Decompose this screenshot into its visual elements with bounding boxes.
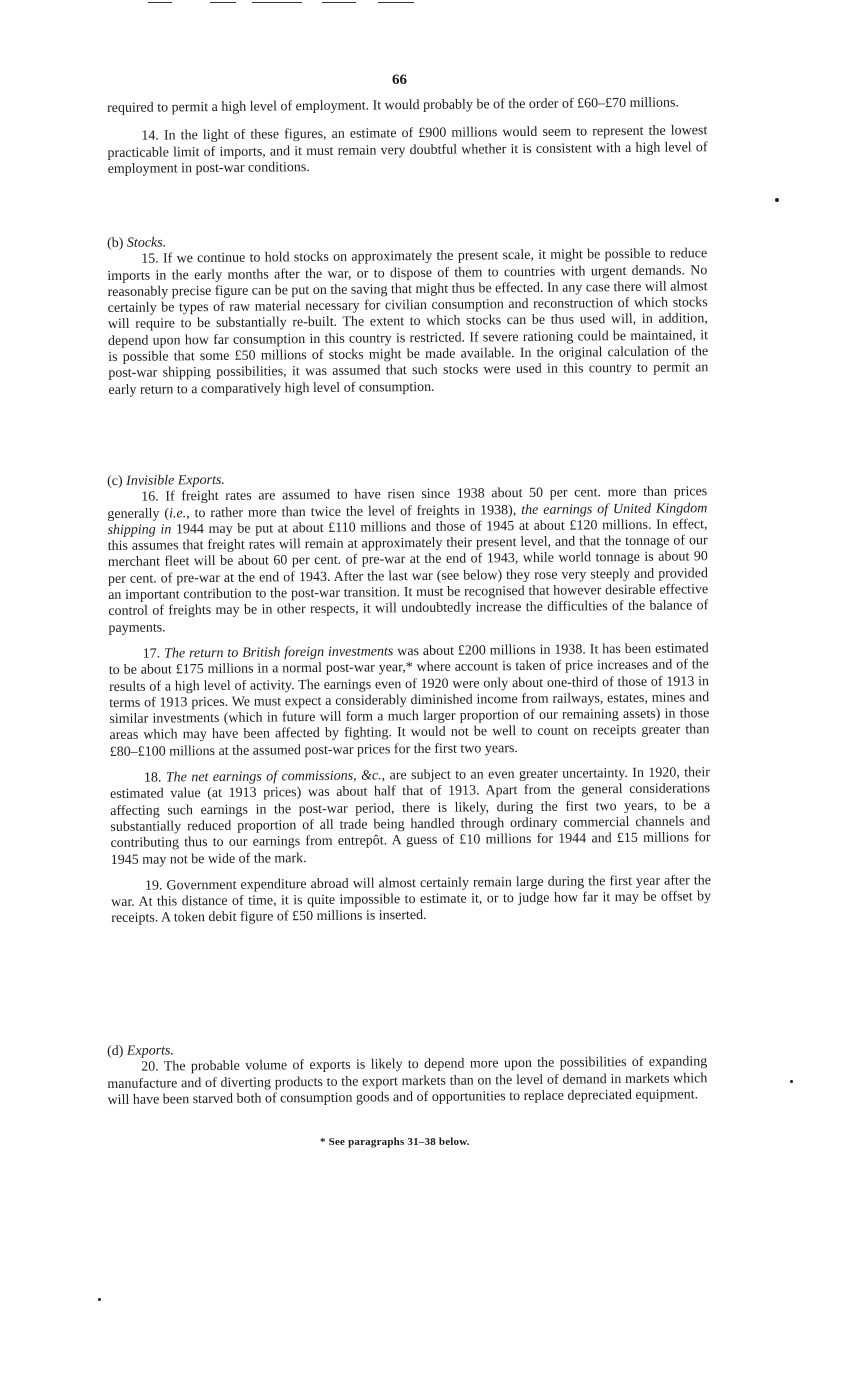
- page-number: 66: [392, 72, 407, 88]
- paragraph-17: [109, 641, 710, 761]
- text-block-exports: [107, 1038, 708, 1109]
- section-marker: (b): [107, 235, 124, 251]
- paragraph-18: [110, 765, 711, 869]
- scan-speck: [775, 198, 779, 202]
- section-title: Exports.: [126, 1043, 175, 1059]
- paragraph-15: 15. If we continue to hold stocks on approximately the present scale, it might be possible to reduce imports in the early months after the war, or to dispose of them to countries with urgent demands. No reasonably precise figure can be put on the saving that might thus be effected. In any case there will almost certainly be types of raw material necessary for civilian consumption and reconstruction of which stocks will require to be substantially re-built. The extent to which stocks can be thus used will, in addition, depend upon how far consumption in this country is restricted. If severe rationing could be maintained, it is possible that some £50 millions of stocks might be made available. In the original calculation of the post-war shipping possibilities, it was assumed that such stocks were used in this country to permit an early return to a comparatively high level of consumption.: [107, 246, 709, 398]
- paragraph-17-number: 17.: [142, 646, 165, 662]
- paragraph-18-number: 18.: [143, 770, 166, 786]
- paragraph-16-part-c: 1944 may be put at about £110 millions and those of 1945 at about £120 millions. In effect, this assumes that freight rates will remain at approximately their present level, and that the tonnage of our merchant fleet will be about 60 per cent. of pre-war at the end of 1943, while world tonnage is about 90 per cent. of pre-war at the end of 1943. After the last war (see below) they rose very steeply and provided an important contribution to the post-war transition. It must be recognised that however desirable effective control of freights may be in other respects, it will undoubtedly increase the difficulties of the balance of payments.: [107, 517, 709, 636]
- paragraph-16-ie: i.e.: [168, 505, 187, 521]
- paragraph-18-italic: The net earnings of commissions, &c.,: [165, 768, 386, 786]
- paragraph-16-part-a: 16. If freight rates are assumed to have risen since 1938 about 50 per cent. more than prices generally (: [107, 484, 708, 522]
- paragraph-16-part-b: , to rather more than twice the level of freights in 1938),: [186, 502, 522, 521]
- paragraph-18-text: are subject to an even greater uncertainty. In 1920, their estimated value (at 1913 prices) was about half that of 1913. Apart from the general considerations affecting such earnings in the post-war period, there is likely, during the first two years, to be a substantially reduced proportion of all trade being handled through ordinary commercial channels and contributing thus to our earnings from entrepôt. A guess of £10 millions for 1944 and £15 millions for 1945 may not be wide of the mark.: [110, 765, 711, 868]
- text-block-intro: [107, 95, 708, 178]
- paragraph-17-italic: The return to British foreign investments: [164, 644, 394, 662]
- section-title: Invisible Exports.: [126, 472, 225, 489]
- section-marker: (d): [107, 1043, 124, 1059]
- paragraph-16: [107, 485, 708, 637]
- continuation-paragraph: required to permit a high level of employment. It would probably be of the order of £60–£70 millions.: [107, 95, 680, 116]
- paragraph-16-italic: the earnings of United Kingdom shipping in: [107, 500, 708, 538]
- scan-speck: [790, 1080, 793, 1083]
- scan-artifact-line: [210, 2, 236, 3]
- text-block-invisible-exports: [107, 468, 711, 927]
- scan-speck: [98, 1298, 101, 1301]
- text-block-stocks: [107, 230, 709, 399]
- paragraph-17-text: was about £200 millions in 1938. It has been estimated to be about £175 millions in a normal post-war year,* where account is taken of price increases and of the results of a high level of activity. The earnings even of 1920 were only about one-third of those of 1913 in terms of 1913 prices. We must expect a considerably diminished income from railways, estates, mines and similar investments (which in future will form a much larger proportion of our remaining assets) in those areas which may have been affected by fighting. It would not be well to count on receipts greater than £80–£100 millions at the assumed post-war prices for the first two years.: [108, 641, 710, 760]
- scan-artifact-line: [322, 2, 356, 3]
- paragraph-19: 19. Government expenditure abroad will almost certainly remain large during the first year after the war. At this distance of time, it is quite impossible to estimate it, or to judge how far it may be offset by receipts. A token debit figure of £50 millions is inserted.: [111, 873, 712, 927]
- section-marker: (c): [107, 473, 123, 489]
- scan-artifact-line: [148, 2, 172, 3]
- paragraph-14: 14. In the light of these figures, an estimate of £900 millions would seem to represent the lowest practicable limit of imports, and it must remain very doubtful whether it is consistent with a high level of employment in post-war conditions.: [107, 123, 708, 177]
- scan-artifact-line: [252, 2, 302, 3]
- footnote: * See paragraphs 31–38 below.: [320, 1136, 470, 1148]
- scan-artifact-line: [378, 2, 414, 3]
- paragraph-20: 20. The probable volume of exports is likely to depend more upon the possibilities of expanding manufacture and of diverting products to the export markets than on the level of demand in markets which will have been starved both of consumption goods and of opportunities to replace depreciated equipment.: [107, 1054, 708, 1108]
- section-title: Stocks.: [126, 235, 167, 251]
